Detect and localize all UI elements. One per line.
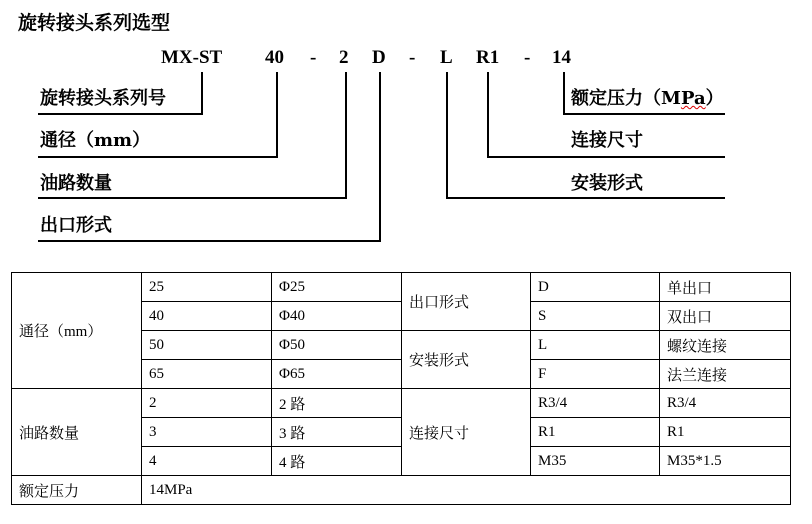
- table-row: [12, 476, 791, 505]
- bore-value: Φ40: [272, 302, 402, 331]
- bore-code: 25: [142, 273, 272, 302]
- outlet-code: D: [531, 273, 660, 302]
- model-dash: -: [310, 47, 317, 68]
- model-code-bore: 40: [265, 47, 284, 68]
- channels-value: 4 路: [272, 447, 402, 476]
- channels-header: 油路数量: [12, 389, 142, 476]
- channels-code: 4: [142, 447, 272, 476]
- pressure-value: 14MPa: [142, 476, 791, 505]
- connector-line: [201, 72, 203, 115]
- connector-line: [38, 197, 347, 199]
- channels-code: 3: [142, 418, 272, 447]
- pressure-header: 额定压力: [12, 476, 142, 505]
- model-dash: -: [409, 47, 416, 68]
- mounting-value: 法兰连接: [660, 360, 791, 389]
- model-dash: -: [524, 47, 531, 68]
- bore-value: Φ65: [272, 360, 402, 389]
- label-pressure: 额定压力（MPa）: [571, 88, 724, 109]
- connector-line: [38, 240, 381, 242]
- bore-code: 40: [142, 302, 272, 331]
- connector-line: [487, 72, 489, 158]
- connector-line: [563, 113, 725, 115]
- outlet-code: S: [531, 302, 660, 331]
- connector-line: [38, 113, 203, 115]
- channels-value: 2 路: [272, 389, 402, 418]
- connection-value: R1: [660, 418, 791, 447]
- connector-line: [446, 72, 448, 199]
- connection-header: 连接尺寸: [402, 389, 531, 476]
- model-code-connection: R1: [476, 47, 500, 68]
- outlet-header: 出口形式: [402, 273, 531, 331]
- mounting-code: L: [531, 331, 660, 360]
- bore-code: 65: [142, 360, 272, 389]
- connector-line: [446, 197, 725, 199]
- connector-line: [38, 156, 278, 158]
- table-row: [12, 389, 791, 418]
- bore-value: Φ25: [272, 273, 402, 302]
- label-outlet: 出口形式: [40, 215, 112, 236]
- connector-line: [487, 156, 725, 158]
- model-code-series: MX-ST: [161, 47, 223, 68]
- outlet-value: 双出口: [660, 302, 791, 331]
- model-code-mounting: L: [440, 47, 453, 68]
- model-code-channels: 2: [339, 47, 349, 68]
- outlet-value: 单出口: [660, 273, 791, 302]
- connector-line: [276, 72, 278, 158]
- label-series: 旋转接头系列号: [40, 88, 166, 109]
- table-row: [12, 273, 791, 302]
- connector-line: [379, 72, 381, 242]
- connection-value: M35*1.5: [660, 447, 791, 476]
- connection-value: R3/4: [660, 389, 791, 418]
- channels-value: 3 路: [272, 418, 402, 447]
- label-connection: 连接尺寸: [571, 130, 643, 151]
- page-title: 旋转接头系列选型: [18, 12, 171, 34]
- model-code-outlet: D: [372, 47, 386, 68]
- bore-code: 50: [142, 331, 272, 360]
- mounting-header: 安装形式: [402, 331, 531, 389]
- connection-code: M35: [531, 447, 660, 476]
- spec-table: [11, 272, 791, 505]
- mounting-code: F: [531, 360, 660, 389]
- connection-code: R1: [531, 418, 660, 447]
- bore-header: 通径（mm）: [12, 273, 142, 389]
- label-bore: 通径（mm）: [40, 130, 151, 151]
- bore-value: Φ50: [272, 331, 402, 360]
- mounting-value: 螺纹连接: [660, 331, 791, 360]
- connector-line: [345, 72, 347, 199]
- label-channels: 油路数量: [40, 173, 112, 194]
- model-code-pressure: 14: [552, 47, 571, 68]
- connection-code: R3/4: [531, 389, 660, 418]
- connector-line: [563, 72, 565, 115]
- channels-code: 2: [142, 389, 272, 418]
- label-mounting: 安装形式: [571, 173, 643, 194]
